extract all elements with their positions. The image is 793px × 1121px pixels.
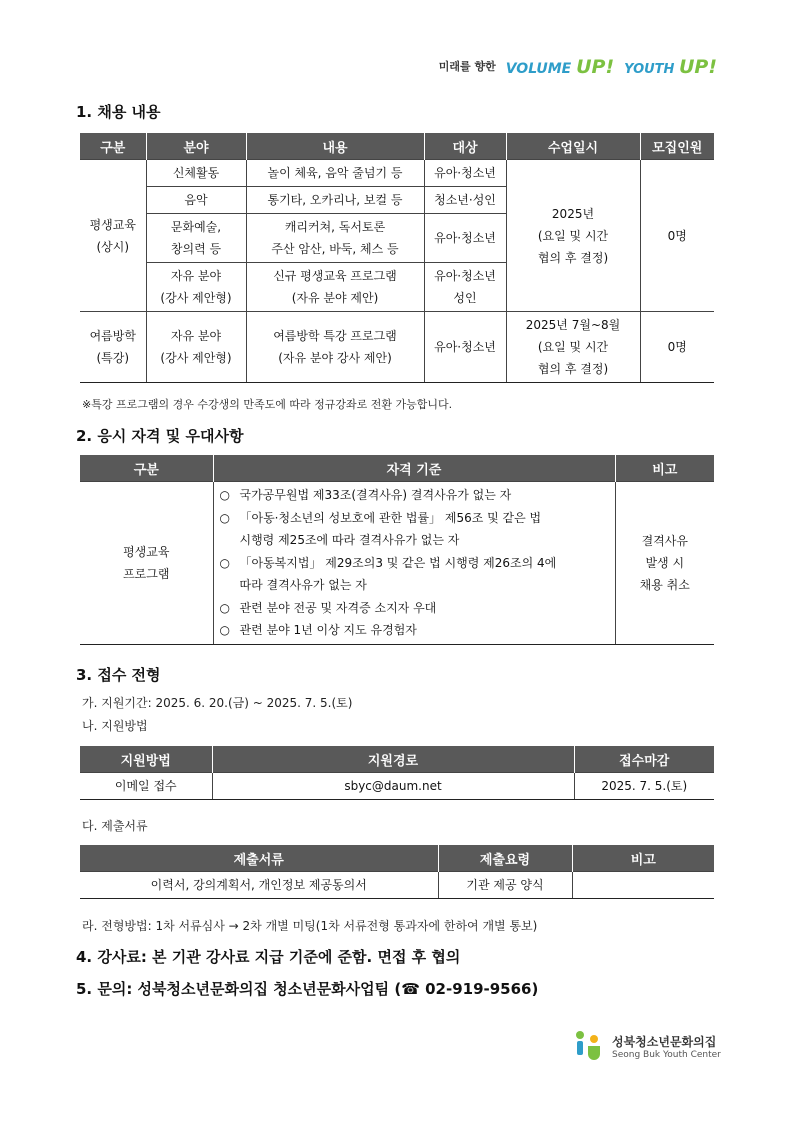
section-1-title: 1. 채용 내용 (76, 103, 161, 121)
method-cell: 이메일 접수 (80, 773, 212, 800)
target-cell: 유아·청소년 성인 (424, 263, 506, 312)
selection-process: 라. 전형방법: 1차 서류심사 → 2차 개별 미팅(1차 서류전형 통과자에 한하여 개별 통보) (82, 919, 538, 933)
special-lecture-note: ※특강 프로그램의 경우 수강생의 만족도에 따라 정규강좌로 전환 가능합니다. (82, 398, 453, 411)
target-cell: 유아·청소년 (424, 312, 506, 383)
col-header: 구분 (80, 133, 146, 160)
date-cell: 2025년 (요일 및 시간 협의 후 결정) (506, 160, 640, 312)
application-table (80, 746, 714, 800)
count-cell: 0명 (640, 312, 714, 383)
criteria-cell (213, 482, 615, 645)
slogan-prefix: 미래를 향한 (438, 60, 496, 73)
remark-cell: 결격사유 발생 시 채용 취소 (615, 482, 714, 645)
table-header-row (80, 746, 714, 773)
bullet-icon: ○ (219, 555, 230, 570)
application-method-label: 나. 지원방법 (82, 719, 148, 733)
bullet-icon: ○ (219, 623, 230, 637)
documents-table (80, 845, 714, 899)
content-cell: 신규 평생교육 프로그램 (자유 분야 제안) (246, 263, 424, 312)
col-header: 모집인원 (640, 133, 714, 160)
content-cell: 여름방학 특강 프로그램 (자유 분야 강사 제안) (246, 312, 424, 383)
deadline-cell: 2025. 7. 5.(토) (574, 773, 714, 800)
col-header: 비고 (615, 455, 714, 482)
col-header: 수업일시 (506, 133, 640, 160)
table-row (80, 312, 714, 383)
col-header: 내용 (246, 133, 424, 160)
col-header: 대상 (424, 133, 506, 160)
content-cell: 캐리커쳐, 독서토론 주산 암산, 바둑, 체스 등 (246, 214, 424, 263)
documents-cell: 이력서, 강의계획서, 개인정보 제공동의서 (80, 872, 438, 899)
field-cell: 신체활동 (146, 160, 246, 187)
recruitment-table (80, 133, 714, 383)
slogan-banner (439, 52, 717, 78)
email-link[interactable]: sbyc@daum.net (212, 773, 574, 800)
slogan-youth: YOUTH UP! (624, 56, 717, 78)
category-cell: 평생교육 프로그램 (80, 482, 213, 645)
criteria-item: ○ 관련 분야 전공 및 자격증 소지자 우대 (220, 597, 609, 620)
form-cell: 기관 제공 양식 (438, 872, 572, 899)
application-period: 가. 지원기간: 2025. 6. 20.(금) ~ 2025. 7. 5.(토) (82, 696, 353, 710)
table-row (80, 160, 714, 187)
qualification-table (80, 455, 714, 645)
col-header: 제출서류 (80, 845, 438, 872)
remark-cell (572, 872, 714, 899)
count-cell: 0명 (640, 160, 714, 312)
center-logo-icon (570, 1028, 606, 1064)
center-logo (570, 1028, 721, 1064)
slogan-volume: VOLUME UP! (505, 56, 615, 78)
bullet-icon: ○ (219, 510, 230, 525)
bullet-icon: ○ (219, 488, 230, 502)
criteria-item: ○ 관련 분야 1년 이상 지도 유경험자 (220, 619, 609, 642)
col-header: 제출요령 (438, 845, 572, 872)
center-name-en: Seong Buk Youth Center (612, 1049, 721, 1060)
col-header: 비고 (572, 845, 714, 872)
col-header: 지원방법 (80, 746, 212, 773)
criteria-item: ○ 「아동복지법」 제29조의3 및 같은 법 시행령 제26조의 4에 따라 결격사유가 없는 자 (220, 552, 609, 597)
section-5-contact: 5. 문의: 성북청소년문화의집 청소년문화사업팀 (☎ 02-919-9566) (76, 980, 539, 998)
table-header-row (80, 133, 714, 160)
field-cell: 자유 분야 (강사 제안형) (146, 263, 246, 312)
col-header: 지원경로 (212, 746, 574, 773)
table-header-row (80, 845, 714, 872)
criteria-item: ○ 국가공무원법 제33조(결격사유) 결격사유가 없는 자 (220, 484, 609, 507)
target-cell: 유아·청소년 (424, 160, 506, 187)
table-row (80, 773, 714, 800)
col-header: 분야 (146, 133, 246, 160)
table-row (80, 482, 714, 645)
col-header: 구분 (80, 455, 213, 482)
field-cell: 문화예술, 창의력 등 (146, 214, 246, 263)
section-3-title: 3. 접수 전형 (76, 666, 161, 684)
group-label: 여름방학 (특강) (80, 312, 146, 383)
col-header: 자격 기준 (213, 455, 615, 482)
bullet-icon: ○ (219, 600, 230, 615)
field-cell: 음악 (146, 187, 246, 214)
content-cell: 놀이 체육, 음악 줄넘기 등 (246, 160, 424, 187)
content-cell: 통기타, 오카리나, 보컬 등 (246, 187, 424, 214)
section-4-fee: 4. 강사료: 본 기관 강사료 지급 기준에 준함. 면접 후 협의 (76, 948, 461, 966)
col-header: 접수마감 (574, 746, 714, 773)
criteria-item: ○ 「아동·청소년의 성보호에 관한 법률」 제56조 및 같은 법 시행령 제25조에 따라 결격사유가 없는 자 (220, 507, 609, 552)
target-cell: 유아·청소년 (424, 214, 506, 263)
center-name-ko: 성북청소년문화의집 (612, 1034, 717, 1049)
field-cell: 자유 분야 (강사 제안형) (146, 312, 246, 383)
table-row (80, 872, 714, 899)
table-header-row (80, 455, 714, 482)
documents-label: 다. 제출서류 (82, 819, 148, 833)
date-cell: 2025년 7월~8월 (요일 및 시간 협의 후 결정) (506, 312, 640, 383)
group-label: 평생교육 (상시) (80, 160, 146, 312)
target-cell: 청소년·성인 (424, 187, 506, 214)
section-2-title: 2. 응시 자격 및 우대사항 (76, 427, 244, 445)
